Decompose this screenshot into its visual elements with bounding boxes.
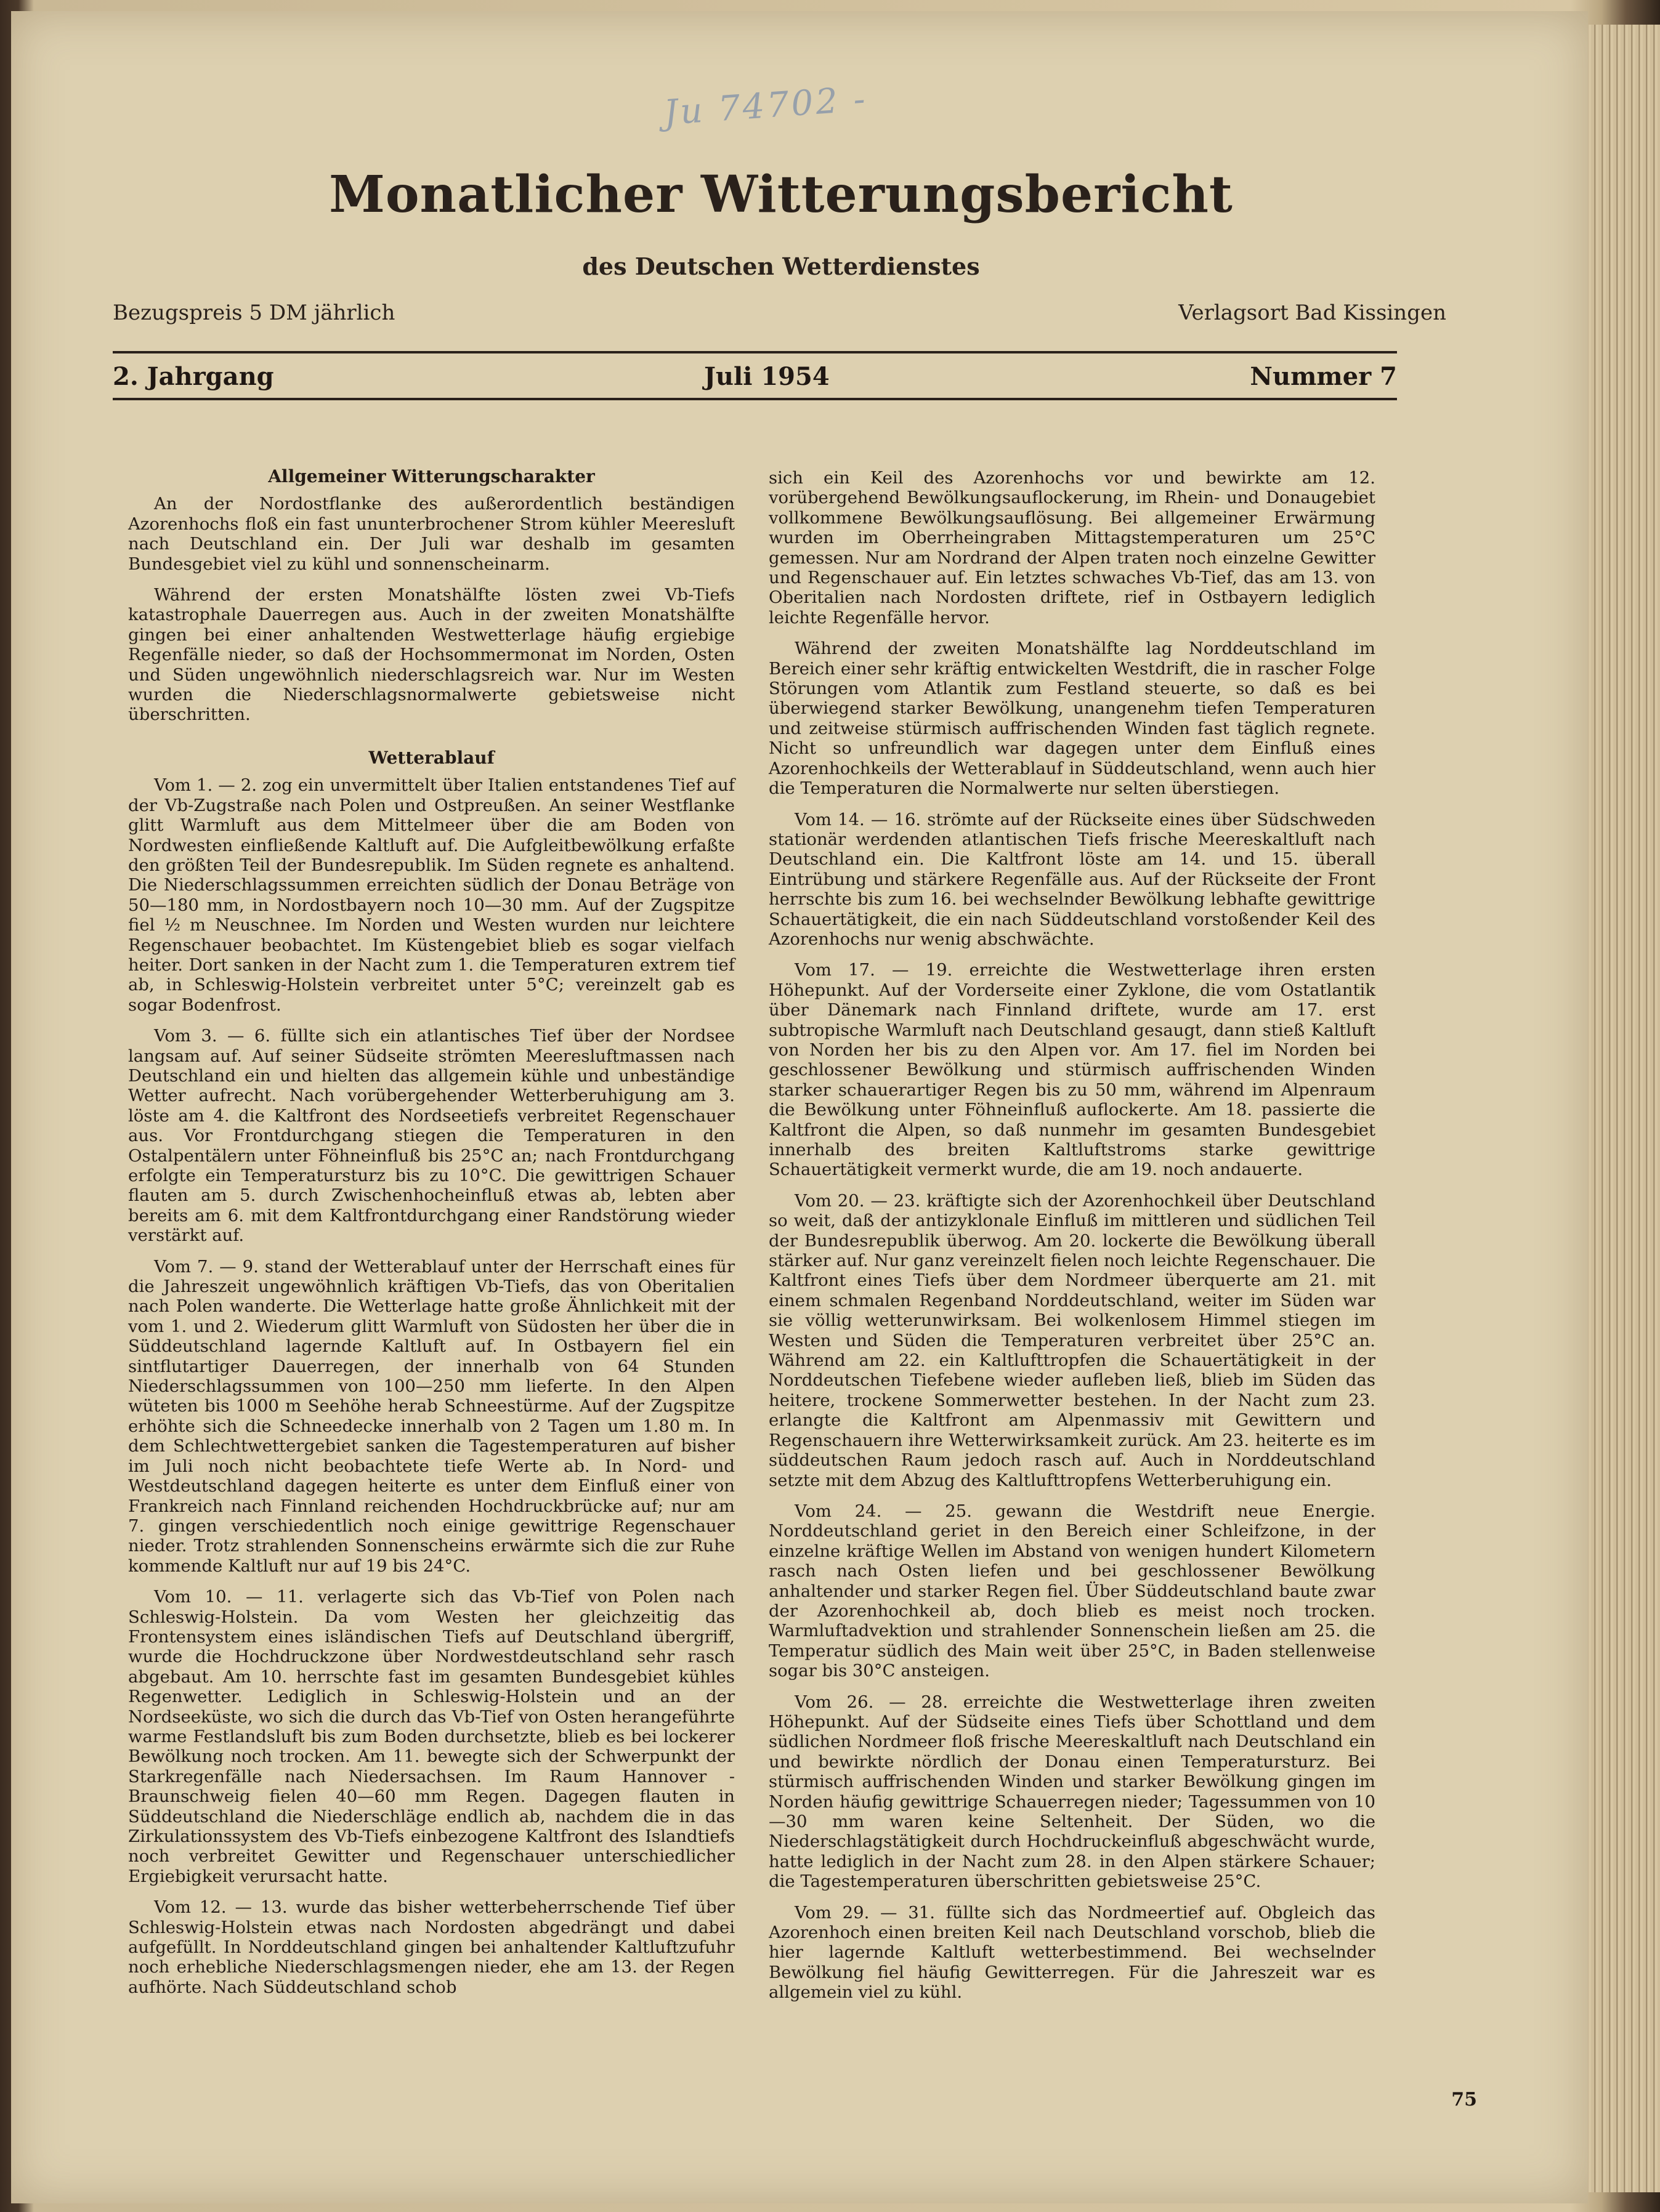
paragraph: Vom 3. — 6. füllte sich ein atlantisches Tief über der Nordsee langsam auf. Auf seiner Südseite strömten Meeresluftmassen nach Deutschland ein und hielten das allgemein kühle und unbeständige Wetter aufrecht. Nach vorübergehender Wetterberuhigung am 3. löste am 4. die Kaltfront des Nordseetiefs verbreitet Regenschauer aus. Vor Frontdurchgang stiegen die Temperaturen in den Ostalpentälern unter Föhneinfluß bis 25°C an; nach Frontdurchgang erfolgte ein Temperatursturz bis zu 10°C. Die gewittrigen Schauer flauten am 5. durch Zwischenhocheinfluß etwas ab, lebten aber bereits am 6. mit dem Kaltfrontdurchgang einer Randstörung wieder verstärkt auf. xyxy=(128,1026,735,1246)
issue-date: Juli 1954 xyxy=(704,362,830,391)
paragraph: Vom 29. — 31. füllte sich das Nordmeertief auf. Obgleich das Azorenhoch einen breiten Keil nach Deutschland vorschob, blieb die hier lagernde Kaltluft wetterbestimmend. Bei wechselnder Bewölkung fiel häufig Gewitterregen. Für die Jahreszeit war es allgemein viel zu kühl. xyxy=(769,1902,1375,2003)
paragraph-continued: sich ein Keil des Azorenhochs vor und bewirkte am 12. vorübergehend Bewölkungsauflockerung, im Rhein- und Donaugebiet vollkommene Bewölkungsauflösung. Bei allgemeiner Erwärmung wurden im Oberrheingraben Mittagstemperaturen um 25°C gemessen. Nur am Nordrand der Alpen traten noch einzelne Gewitter und Regenschauer auf. Ein letztes schwaches Vb-Tief, das am 13. von Oberitalien nach Nordosten driftete, rief in Ostbayern lediglich leichte Regenfälle hervor. xyxy=(769,468,1375,628)
paragraph: Vom 7. — 9. stand der Wetterablauf unter der Herrschaft eines für die Jahreszeit ungewöhnlich kräftigen Vb-Tiefs, das von Oberitalien nach Polen wanderte. Die Wetterlage hatte große Ähnlichkeit mit der vom 1. und 2. Wiederum glitt Warmluft von Südosten her über die in Süddeutschland lagernde Kaltluft auf. In Ostbayern fiel ein sintflutartiger Dauerregen, der innerhalb von 64 Stunden Niederschlagssummen von 100—250 mm lieferte. In den Alpen wüteten bis 1000 m Seehöhe herab Schneestürme. Auf der Zugspitze erhöhte sich die Schneedecke innerhalb von 2 Tagen um 1.80 m. In dem Schlechtwettergebiet sanken die Tagestemperaturen auf bisher im Juli noch nicht beobachtete tiefe Werte ab. In Nord- und Westdeutschland dagegen heiterte es unter dem Einfluß einer von Frankreich nach Finnland reichenden Hochdruckbrücke auf; nur am 7. gingen verschiedentlich noch einige gewittrige Regenschauer nieder. Trotz strahlenden Sonnenscheins erwärmte sich die zur Ruhe kommende Kaltluft nur auf 19 bis 24°C. xyxy=(128,1256,735,1576)
text-column-left xyxy=(128,467,735,1997)
paragraph: Vom 14. — 16. strömte auf der Rückseite eines über Südschweden stationär werdenden atlantischen Tiefs frische Meereskaltluft nach Deutschland ein. Die Kaltfront löste am 14. und 15. überall Eintrübung und stärkere Regenfälle aus. Auf der Rückseite der Front herrschte bis zum 16. bei wechselnder Bewölkung lebhafte gewittrige Schauertätigkeit, die ein nach Süddeutschland vorstoßender Keil des Azorenhochs nur wenig abschwächte. xyxy=(769,809,1375,949)
publication-subtitle: des Deutschen Wetterdienstes xyxy=(582,252,980,280)
paragraph: Während der zweiten Monatshälfte lag Norddeutschland im Bereich einer sehr kräftig entwickelten Westdrift, die in rascher Folge Störungen vom Atlantik zum Festland steuerte, so daß es bei überwiegend starker Bewölkung, unangenehm tiefen Temperaturen und zeitweise stürmisch auffrischenden Winden fast täglich regnete. Nicht so unfreundlich war dagegen unter dem Einfluß eines Azorenhochkeils der Wetterablauf in Süddeutschland, wenn auch hier die Temperaturen die Normalwerte nur selten überstiegen. xyxy=(769,639,1375,799)
volume-label: 2. Jahrgang xyxy=(113,362,274,391)
header-rule-top xyxy=(113,351,1397,353)
paragraph: Während der ersten Monatshälfte lösten zwei Vb-Tiefs katastrophale Dauerregen aus. Auch in der zweiten Monatshälfte gingen bei einer anhaltenden Westwetterlage häufig ergiebige Regenfälle nieder, so daß der Hochsommermonat im Norden, Osten und Süden ungewöhnlich niederschlagsreich war. Nur im Westen wurden die Niederschlagsnormalwerte gebietsweise nicht überschritten. xyxy=(128,585,735,725)
publication-title: Monatlicher Witterungsbericht xyxy=(329,165,1233,224)
paragraph: Vom 20. — 23. kräftigte sich der Azorenhochkeil über Deutschland so weit, daß der antizyklonale Einfluß im mittleren und südlichen Teil der Bundesrepublik überwog. Am 20. lockerte die Bewölkung überall stärker auf. Nur ganz vereinzelt fielen noch leichte Regenschauer. Die Kaltfront eines Tiefs über dem Nordmeer überquerte am 21. mit einem schmalen Regenband Norddeutschland, weiter im Süden war sie völlig wetterunwirksam. Bei wolkenlosem Himmel stiegen im Westen und Süden die Temperaturen verbreitet über 25°C an. Während am 22. ein Kaltlufttropfen die Schauertätigkeit in der Norddeutschen Tiefebene wieder aufleben ließ, blieb im Süden das heitere, trockene Sommerwetter bestehen. In der Nacht zum 23. erlangte die Kaltfront am Alpenmassiv mit Gewittern und Regenschauern ihre Wetterwirksamkeit zurück. Am 23. heiterte es im süddeutschen Raum jedoch rasch auf. Auch in Norddeutschland setzte mit dem Abzug des Kaltlufttropfens Wetterberuhigung ein. xyxy=(769,1190,1375,1490)
publishing-place: Verlagsort Bad Kissingen xyxy=(1178,301,1446,325)
section-heading-general: Allgemeiner Witterungscharakter xyxy=(268,466,595,486)
paragraph: An der Nordostflanke des außerordentlich beständigen Azorenhochs floß ein fast ununterbrochener Strom kühler Meeresluft nach Deutschland ein. Der Juli war deshalb im gesamten Bundesgebiet viel zu kühl und sonnenscheinarm. xyxy=(128,494,735,574)
page-number: 75 xyxy=(1451,2089,1477,2110)
paragraph: Vom 12. — 13. wurde das bisher wetterbeherrschende Tief über Schleswig-Holstein etwas nach Nordosten abgedrängt und dabei aufgefüllt. In Norddeutschland gingen bei anhaltender Kaltluftzufuhr noch erhebliche Niederschlagsmengen nieder, ehe am 13. der Regen aufhörte. Nach Süddeutschland schob xyxy=(128,1897,735,1997)
text-column-right xyxy=(769,468,1375,2003)
section-heading-course: Wetterablauf xyxy=(368,747,495,768)
issue-number: Nummer 7 xyxy=(1250,362,1397,391)
paragraph: Vom 26. — 28. erreichte die Westwetterlage ihren zweiten Höhepunkt. Auf der Südseite eines Tiefs über Schottland und dem südlichen Nordmeer floß frische Meereskaltluft nach Deutschland ein und bewirkte nördlich der Donau einen Temperatursturz. Bei stürmisch auffrischenden Winden und starker Bewölkung gingen im Norden häufig gewittrige Schauerregen nieder; Tagessummen von 10—30 mm waren keine Seltenheit. Der Süden, wo die Niederschlagstätigkeit durch Hochdruckeinfluß abgeschwächt wurde, hatte lediglich in der Nacht zum 28. in den Alpen stärkere Schauer; die Tagestemperaturen überschritten gebietsweise 25°C. xyxy=(769,1692,1375,1892)
paragraph: Vom 24. — 25. gewann die Westdrift neue Energie. Norddeutschland geriet in den Bereich einer Schleifzone, in der einzelne kräftige Wellen im Abstand von wenigen hundert Kilometern rasch nach Osten liefen und bei geschlossener Bewölkung anhaltender und starker Regen fiel. Über Süddeutschland baute zwar der Azorenhochkeil ab, doch blieb es meist noch trocken. Warmluftadvektion und strahlender Sonnenschein ließen am 25. die Temperatur südlich des Main weit über 25°C, in Baden stellenweise sogar bis 30°C ansteigen. xyxy=(769,1501,1375,1681)
paragraph: Vom 1. — 2. zog ein unvermittelt über Italien entstandenes Tief auf der Vb-Zugstraße nach Polen und Ostpreußen. An seiner Westflanke glitt Warmluft aus dem Mittelmeer über die am Boden von Nordwesten einfließende Kaltluft auf. Die Aufgleitbewölkung erfaßte den größten Teil der Bundesrepublik. Im Süden regnete es anhaltend. Die Niederschlagssummen erreichten südlich der Donau Beträge von 50—180 mm, in Nordostbayern noch 10—30 mm. Auf der Zugspitze fiel ½ m Neuschnee. Im Norden und Westen wurden nur leichtere Regenschauer beobachtet. Im Küstengebiet blieb es sogar vielfach heiter. Dort sanken in der Nacht zum 1. die Temperaturen extrem tief ab, in Schleswig-Holstein verbreitet unter 5°C; vereinzelt gab es sogar Bodenfrost. xyxy=(128,775,735,1015)
paragraph: Vom 10. — 11. verlagerte sich das Vb-Tief von Polen nach Schleswig-Holstein. Da vom Westen her gleichzeitig das Frontensystem eines isländischen Tiefs auf Deutschland übergriff, wurde die Hochdruckzone über Nordwestdeutschland sehr rasch abgebaut. Am 10. herrschte fast im gesamten Bundesgebiet kühles Regenwetter. Lediglich in Schleswig-Holstein und an der Nordseeküste, wo sich die durch das Vb-Tief von Osten herangeführte warme Festlandsluft bis zum Boden durchsetzte, blieb es bei lockerer Bewölkung noch trocken. Am 11. bewegte sich der Schwerpunkt der Starkregenfälle nach Niedersachsen. Im Raum Hannover - Braunschweig fielen 40—60 mm Regen. Dagegen flauten in Süddeutschland die Niederschläge endlich ab, nachdem die in das Zirkulationssystem des Vb-Tiefs einbezogene Kaltfront des Islandtiefs noch verbreitet Gewitter und Regenschauer unterschiedlicher Ergiebigkeit verursacht hatte. xyxy=(128,1587,735,1886)
subscription-price: Bezugspreis 5 DM jährlich xyxy=(113,301,395,325)
header-rule-bottom xyxy=(113,398,1397,400)
paragraph: Vom 17. — 19. erreichte die Westwetterlage ihren ersten Höhepunkt. Auf der Vorderseite einer Zyklone, die vom Ostatlantik über Dänemark nach Finnland driftete, wurde am 17. erst subtropische Warmluft nach Deutschland gesaugt, dann stieß Kaltluft von Norden her bis zu den Alpen vor. Am 17. fiel im Norden bei geschlossener Bewölkung und stürmisch auffrischenden Winden starker schauerartiger Regen bis zu 50 mm, während im Alpenraum die Bewölkung unter Föhneinfluß auflockerte. Am 18. passierte die Kaltfront die Alpen, so daß nunmehr im gesamten Bundesgebiet innerhalb des breiten Kaltluftstroms starke gewittrige Schauertätigkeit vermerkt wurde, die am 19. noch andauerte. xyxy=(769,960,1375,1180)
handwritten-note: Ju 74702 - xyxy=(662,79,869,134)
document-page xyxy=(11,11,1588,2203)
issue-row xyxy=(113,362,1397,393)
